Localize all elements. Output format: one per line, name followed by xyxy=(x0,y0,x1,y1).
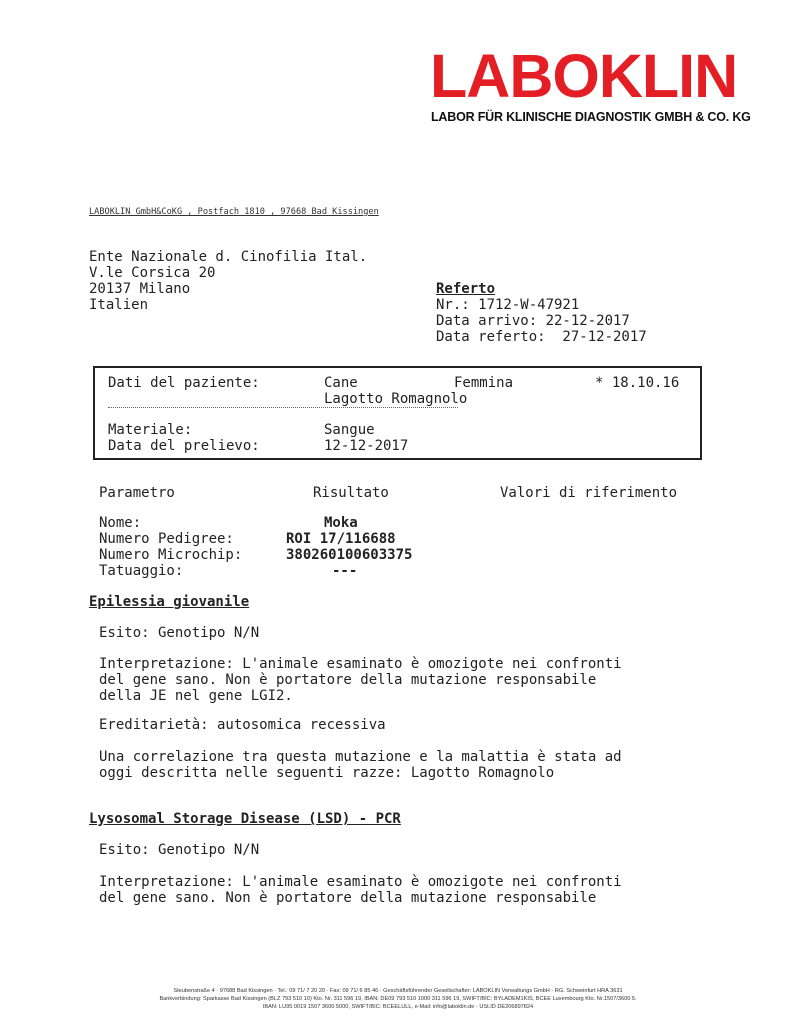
material-value: Sangue xyxy=(324,422,375,438)
microchip-number: 380260100603375 xyxy=(286,547,413,563)
section1-result: Esito: Genotipo N/N xyxy=(99,625,260,641)
section1-interpretation-line: del gene sano. Non è portatore della mutazione responsabile xyxy=(99,672,597,688)
collection-date-value: 12-12-2017 xyxy=(324,438,409,454)
recipient-line: Italien xyxy=(89,297,149,313)
tattoo-label: Tatuaggio: xyxy=(99,563,184,579)
section2-result: Esito: Genotipo N/N xyxy=(99,842,260,858)
pedigree-number: ROI 17/116688 xyxy=(286,531,396,547)
section1-interpretation-line: Interpretazione: L'animale esaminato è omozigote nei confronti xyxy=(99,656,622,672)
report-date: Data referto: 27-12-2017 xyxy=(436,329,647,345)
company-logo: LABOKLIN xyxy=(430,42,738,110)
footer-line: Bankverbindung: Sparkasse Bad Kissingen (BLZ 793 510 10) Kto. Nr. 311 596 19, IBAN: DE09 793 510 1000 311 596 19, SWIFT/BIC: BYLADEM1KIS, BCEE Luxembourg Kto. Nr.1507/3600 5. xyxy=(159,996,637,1002)
animal-name: Moka xyxy=(324,515,358,531)
column-header-reference: Valori di riferimento xyxy=(500,485,678,501)
sender-address-line: LABOKLIN GmbH&CoKG , Postfach 1810 , 97668 Bad Kissingen xyxy=(89,207,379,217)
footer-line: IBAN: LU95 0019 1507 3600 5000, SWIFT/BIC: BCEELULL, e-Mail: info@laboklin.de · USt.ID DE206897824 xyxy=(262,1004,534,1010)
report-arrival-date: Data arrivo: 22-12-2017 xyxy=(436,313,630,329)
column-header-result: Risultato xyxy=(313,485,389,501)
section-title-juvenile-epilepsy: Epilessia giovanile xyxy=(89,594,250,610)
section2-interpretation-line: Interpretazione: L'animale esaminato è omozigote nei confronti xyxy=(99,874,622,890)
section1-correlation-line: Una correlazione tra questa mutazione e la malattia è stata ad xyxy=(99,749,622,765)
section1-interpretation-line: della JE nel gene LGI2. xyxy=(99,688,293,704)
collection-date-label: Data del prelievo: xyxy=(108,438,260,454)
page-footer xyxy=(0,987,796,1011)
tattoo-value: --- xyxy=(332,563,358,579)
section-title-lsd: Lysosomal Storage Disease (LSD) - PCR xyxy=(89,811,401,827)
section1-heredity: Ereditarietà: autosomica recessiva xyxy=(99,717,386,733)
patient-sex: Femmina xyxy=(454,375,514,391)
recipient-line: V.le Corsica 20 xyxy=(89,265,216,281)
patient-species: Cane xyxy=(324,375,358,391)
section1-correlation-line: oggi descritta nelle seguenti razze: Lagotto Romagnolo xyxy=(99,765,555,781)
patient-breed: Lagotto Romagnolo xyxy=(324,391,468,407)
recipient-line: 20137 Milano xyxy=(89,281,191,297)
recipient-line: Ente Nazionale d. Cinofilia Ital. xyxy=(89,249,368,265)
material-label: Materiale: xyxy=(108,422,193,438)
pedigree-label: Numero Pedigree: xyxy=(99,531,234,547)
cropped-text-line xyxy=(108,407,458,411)
patient-birth-date: * 18.10.16 xyxy=(595,375,680,391)
report-number: Nr.: 1712-W-47921 xyxy=(436,297,580,313)
column-header-parameter: Parametro xyxy=(99,485,175,501)
footer-line: Steubenstraße 4 · 97688 Bad Kissingen · Tel.: 09 71/ 7 20 20 · Fax: 09 71/ 6 85 46 · Geschäftsführender Gesellschafter: LABOKLIN Verwaltungs GmbH · RG. Schweinfurt HRA 3631 xyxy=(173,988,623,994)
report-title: Referto xyxy=(436,281,496,297)
company-tagline: LABOR FÜR KLINISCHE DIAGNOSTIK GMBH & CO. KG xyxy=(431,110,751,124)
patient-label: Dati del paziente: xyxy=(108,375,260,391)
microchip-label: Numero Microchip: xyxy=(99,547,243,563)
section2-interpretation-line: del gene sano. Non è portatore della mutazione responsabile xyxy=(99,890,597,906)
name-label: Nome: xyxy=(99,515,142,531)
